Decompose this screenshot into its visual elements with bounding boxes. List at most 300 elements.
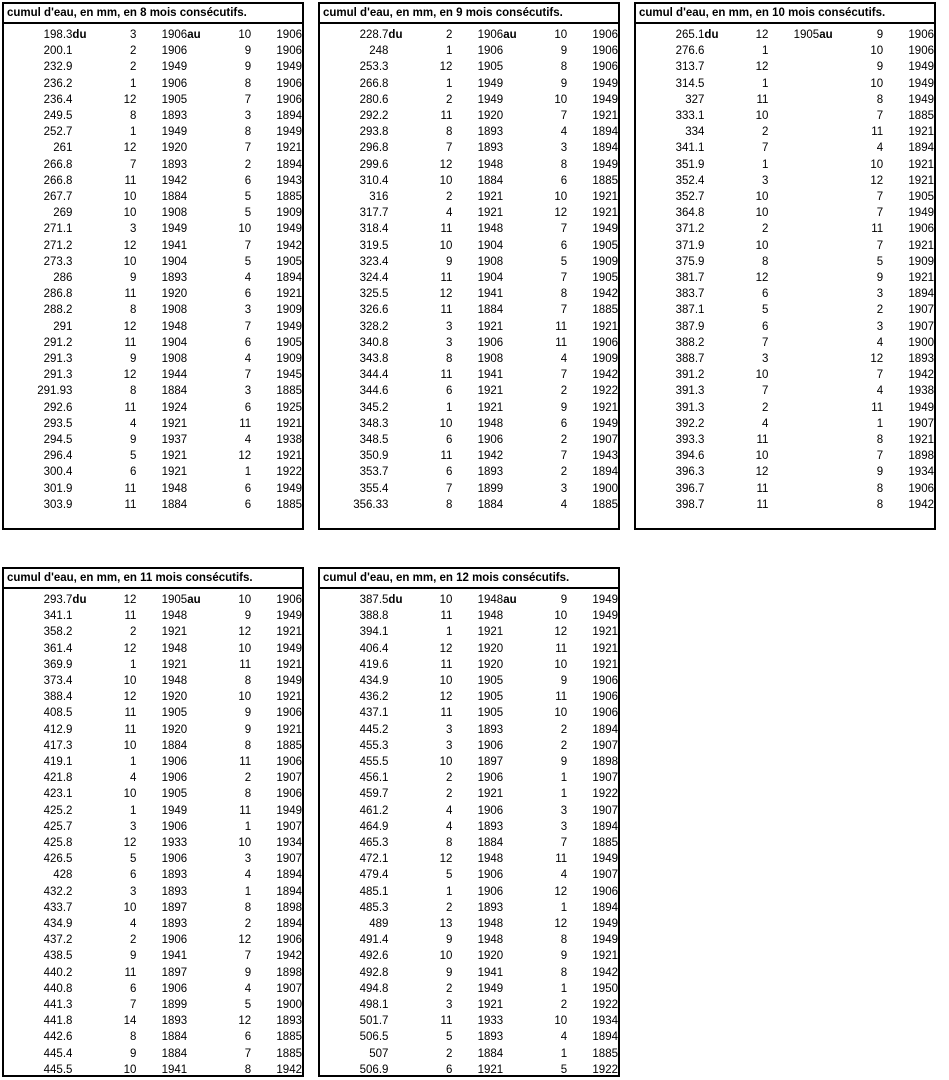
- end-month: 5: [876, 255, 884, 268]
- start-year: 1905: [477, 691, 504, 704]
- start-month: 2: [762, 401, 769, 414]
- au-label: au: [503, 29, 517, 41]
- au-label: [503, 124, 536, 140]
- du-label: [388, 221, 421, 237]
- end-month: 7: [876, 191, 884, 204]
- du-label: [388, 722, 421, 738]
- end-year: 1894: [276, 110, 302, 123]
- start-month: 11: [124, 610, 137, 623]
- du-label: [388, 786, 421, 802]
- start-month: 11: [440, 450, 453, 463]
- start-year: 1906: [477, 336, 504, 349]
- end-year: 1906: [908, 45, 934, 58]
- start-month: 7: [762, 385, 769, 398]
- au-label: [503, 1013, 536, 1029]
- cumul-value: 433.7: [43, 901, 73, 914]
- end-month: 8: [244, 788, 252, 801]
- start-year: 1904: [477, 239, 504, 252]
- du-label: [704, 189, 737, 205]
- au-label: [503, 335, 536, 351]
- start-year: [768, 286, 819, 302]
- du-label: [72, 335, 105, 351]
- du-label: [704, 205, 737, 221]
- end-month: 7: [876, 239, 884, 252]
- table-row: [4, 592, 302, 608]
- end-month: 1: [560, 788, 568, 801]
- table-title-8-mois: cumul d'eau, en mm, en 8 mois consécutifs.: [4, 4, 302, 24]
- start-month: 8: [446, 126, 453, 139]
- table-row: [4, 1046, 302, 1062]
- table-row: [4, 221, 302, 237]
- cumul-value: 391.3: [675, 401, 705, 414]
- cumul-value: 391.3: [675, 385, 705, 398]
- end-month: 7: [560, 450, 568, 463]
- start-month: 2: [762, 223, 769, 236]
- start-month: 12: [123, 369, 137, 382]
- table-row: [4, 59, 302, 75]
- cumul-value: 398.7: [675, 498, 705, 511]
- cumul-value: 333.1: [675, 110, 705, 123]
- start-year: 1906: [161, 934, 188, 947]
- data-table-11-mois: [4, 592, 302, 1078]
- end-year: 1949: [908, 207, 934, 220]
- table-row: [636, 27, 934, 43]
- au-label: [503, 624, 536, 640]
- start-month: 14: [123, 1015, 137, 1028]
- cumul-value: 352.7: [675, 191, 705, 204]
- cumul-value: 319.5: [359, 239, 389, 252]
- au-label: [503, 900, 536, 916]
- cumul-value: 291.93: [37, 385, 73, 398]
- du-label: [704, 173, 737, 189]
- table-row: [636, 367, 934, 383]
- start-year: 1893: [161, 110, 188, 123]
- end-year: 1909: [276, 207, 302, 220]
- start-year: 1906: [161, 29, 188, 41]
- table-row: [4, 981, 302, 997]
- end-month: 5: [244, 999, 252, 1012]
- end-month: 9: [560, 756, 568, 769]
- table-block-8-mois: [2, 2, 304, 530]
- start-month: 6: [130, 982, 137, 995]
- du-label: [388, 1029, 421, 1045]
- start-year: 1924: [161, 401, 188, 414]
- end-year: 1893: [276, 1015, 302, 1028]
- du-label: [72, 92, 105, 108]
- cumul-value: 280.6: [359, 93, 389, 106]
- end-month: 2: [560, 466, 568, 479]
- du-label: [72, 448, 105, 464]
- end-year: 1885: [592, 304, 618, 317]
- cumul-value: 198.3: [43, 29, 73, 41]
- cumul-value: 442.6: [43, 1031, 73, 1044]
- au-label: [187, 189, 220, 205]
- au-label: [503, 786, 536, 802]
- start-month: 11: [124, 482, 137, 495]
- start-month: 6: [762, 288, 769, 301]
- cumul-value: 300.4: [43, 466, 73, 479]
- start-year: 1944: [161, 369, 188, 382]
- start-year: [768, 43, 819, 59]
- cumul-value: 438.5: [43, 950, 73, 963]
- du-label: [72, 851, 105, 867]
- end-year: 1900: [276, 999, 302, 1012]
- start-month: 2: [446, 901, 453, 914]
- cumul-value: 267.7: [43, 191, 73, 204]
- end-month: 12: [238, 1015, 252, 1028]
- du-label: [388, 965, 421, 981]
- start-month: 12: [439, 61, 453, 74]
- cumul-value: 455.3: [359, 739, 389, 752]
- au-label: [187, 997, 220, 1013]
- end-year: 1906: [908, 482, 934, 495]
- cumul-value: 396.3: [675, 466, 705, 479]
- du-label: [72, 270, 105, 286]
- end-month: 2: [244, 772, 252, 785]
- start-month: 11: [756, 482, 769, 495]
- cumul-value: 252.7: [43, 126, 73, 139]
- cumul-value: 340.8: [359, 336, 389, 349]
- table-row: [320, 900, 618, 916]
- start-year: 1908: [477, 255, 504, 268]
- au-label: [819, 432, 852, 448]
- au-label: [503, 851, 536, 867]
- du-label: [72, 689, 105, 705]
- start-month: 11: [440, 610, 453, 623]
- du-label: [704, 335, 737, 351]
- au-label: [187, 221, 220, 237]
- cumul-value: 441.3: [43, 999, 73, 1012]
- end-month: 4: [560, 1031, 568, 1044]
- au-label: [503, 367, 536, 383]
- cumul-value: 459.7: [359, 788, 389, 801]
- cumul-value: 292.6: [43, 401, 73, 414]
- end-year: 1894: [276, 158, 302, 171]
- table-row: [4, 689, 302, 705]
- table-row: [320, 932, 618, 948]
- au-label: [503, 932, 536, 948]
- cumul-value: 248: [369, 45, 389, 58]
- start-year: 1884: [161, 191, 188, 204]
- table-row: [4, 608, 302, 624]
- start-year: 1897: [161, 901, 188, 914]
- table-row: [320, 92, 618, 108]
- du-label: [72, 965, 105, 981]
- start-month: 4: [446, 804, 453, 817]
- table-body-8-mois: [4, 24, 302, 515]
- cumul-value: 293.8: [359, 126, 389, 139]
- table-row: [320, 254, 618, 270]
- end-month: 4: [244, 272, 252, 285]
- au-label: [187, 835, 220, 851]
- du-label: [72, 786, 105, 802]
- cumul-value: 498.1: [359, 999, 389, 1012]
- start-month: 7: [762, 142, 769, 155]
- end-year: 1921: [592, 207, 618, 220]
- table-row: [320, 319, 618, 335]
- start-year: 1884: [161, 1047, 188, 1060]
- end-month: 4: [876, 142, 884, 155]
- cumul-value: 266.8: [43, 174, 73, 187]
- au-label: [819, 497, 852, 513]
- start-year: 1921: [477, 1063, 504, 1076]
- start-year: 1905: [477, 675, 504, 688]
- cumul-value: 479.4: [359, 869, 389, 882]
- start-month: 2: [130, 934, 137, 947]
- cumul-value: 388.2: [675, 336, 705, 349]
- start-year: 1906: [161, 77, 188, 90]
- start-month: 12: [123, 691, 137, 704]
- du-label: [72, 884, 105, 900]
- table-row: [636, 335, 934, 351]
- table-row: [320, 689, 618, 705]
- au-label: [503, 722, 536, 738]
- end-month: 8: [244, 901, 252, 914]
- cumul-value: 506.9: [359, 1063, 389, 1076]
- end-month: 8: [560, 61, 568, 74]
- start-month: 11: [756, 498, 769, 511]
- start-month: 3: [762, 353, 769, 366]
- au-label: [819, 205, 852, 221]
- end-year: 1885: [276, 1031, 302, 1044]
- start-year: 1905: [161, 594, 188, 606]
- start-month: 11: [756, 93, 769, 106]
- table-row: [4, 432, 302, 448]
- cumul-value: 232.9: [43, 61, 73, 74]
- table-title-10-mois: cumul d'eau, en mm, en 10 mois consécutifs.: [636, 4, 934, 24]
- cumul-value: 266.8: [359, 77, 389, 90]
- au-label: [503, 916, 536, 932]
- au-label: [187, 1062, 220, 1078]
- end-year: 1921: [908, 272, 934, 285]
- table-row: [4, 205, 302, 221]
- table-row: [320, 221, 618, 237]
- start-month: 10: [755, 450, 769, 463]
- au-label: [187, 432, 220, 448]
- start-year: [768, 383, 819, 399]
- au-label: [187, 770, 220, 786]
- au-label: [187, 705, 220, 721]
- table-row: [320, 173, 618, 189]
- au-label: [503, 1062, 536, 1078]
- cumul-value: 343.8: [359, 353, 389, 366]
- start-year: 1933: [477, 1015, 504, 1028]
- end-month: 10: [238, 223, 252, 236]
- start-month: 10: [439, 756, 453, 769]
- end-month: 7: [244, 1047, 252, 1060]
- start-month: 4: [762, 417, 769, 430]
- end-year: 1898: [908, 450, 934, 463]
- end-year: 1885: [908, 110, 934, 123]
- end-year: 1921: [276, 658, 302, 671]
- end-month: 3: [244, 385, 252, 398]
- start-month: 1: [446, 45, 453, 58]
- start-month: 11: [124, 966, 137, 979]
- start-month: 3: [130, 885, 137, 898]
- table-row: [4, 189, 302, 205]
- start-month: 12: [123, 93, 137, 106]
- start-month: 11: [440, 658, 453, 671]
- end-year: 1938: [908, 385, 934, 398]
- start-month: 4: [446, 207, 453, 220]
- table-row: [636, 270, 934, 286]
- du-label: [72, 238, 105, 254]
- cumul-value: 461.2: [359, 804, 389, 817]
- start-month: 10: [755, 110, 769, 123]
- table-row: [320, 819, 618, 835]
- start-month: 12: [755, 466, 769, 479]
- start-year: [768, 335, 819, 351]
- cumul-value: 445.5: [43, 1063, 73, 1076]
- start-year: 1908: [477, 353, 504, 366]
- start-year: 1893: [477, 466, 504, 479]
- table-row: [320, 803, 618, 819]
- du-label: [72, 319, 105, 335]
- end-month: 7: [244, 239, 252, 252]
- end-year: 1949: [908, 93, 934, 106]
- end-year: 1906: [276, 594, 302, 606]
- end-month: 7: [876, 450, 884, 463]
- end-month: 3: [876, 320, 884, 333]
- du-label: du: [72, 594, 87, 606]
- table-row: [636, 464, 934, 480]
- start-month: 12: [755, 61, 769, 74]
- du-label: [72, 124, 105, 140]
- cumul-value: 383.7: [675, 288, 705, 301]
- cumul-value: 200.1: [43, 45, 73, 58]
- cumul-value: 253.3: [359, 61, 389, 74]
- au-label: [187, 76, 220, 92]
- end-year: 1921: [908, 434, 934, 447]
- end-year: 1894: [592, 142, 618, 155]
- end-month: 4: [560, 126, 568, 139]
- au-label: [503, 738, 536, 754]
- end-month: 4: [244, 434, 252, 447]
- end-year: 1885: [276, 385, 302, 398]
- end-month: 7: [560, 223, 568, 236]
- start-month: 10: [439, 594, 453, 606]
- start-month: 12: [755, 29, 769, 41]
- du-label: [704, 157, 737, 173]
- start-year: [768, 254, 819, 270]
- table-row: [4, 124, 302, 140]
- du-label: [388, 673, 421, 689]
- end-year: 1907: [276, 772, 302, 785]
- end-year: 1921: [592, 950, 618, 963]
- du-label: [72, 254, 105, 270]
- end-month: 6: [244, 1031, 252, 1044]
- start-month: 2: [130, 45, 137, 58]
- start-month: 12: [123, 642, 137, 655]
- table-row: [4, 400, 302, 416]
- table-row: [636, 302, 934, 318]
- du-label: [388, 497, 421, 513]
- start-year: 1948: [477, 158, 504, 171]
- start-month: 11: [124, 723, 137, 736]
- au-label: [503, 705, 536, 721]
- start-year: 1906: [161, 756, 188, 769]
- end-month: 9: [876, 61, 884, 74]
- cumul-value: 273.3: [43, 255, 73, 268]
- end-month: 6: [244, 401, 252, 414]
- table-row: [4, 948, 302, 964]
- au-label: [503, 238, 536, 254]
- cumul-value: 316: [369, 191, 389, 204]
- table-row: [636, 221, 934, 237]
- start-year: [768, 108, 819, 124]
- au-label: au: [503, 594, 517, 606]
- start-year: 1921: [161, 658, 188, 671]
- au-label: [187, 270, 220, 286]
- cumul-value: 388.8: [359, 610, 389, 623]
- au-label: [503, 286, 536, 302]
- end-month: 3: [560, 804, 568, 817]
- du-label: [388, 867, 421, 883]
- cumul-value: 371.9: [675, 239, 705, 252]
- du-label: du: [72, 29, 87, 41]
- start-month: 8: [446, 498, 453, 511]
- end-month: 9: [560, 45, 568, 58]
- start-month: 12: [123, 320, 137, 333]
- table-row: [4, 803, 302, 819]
- du-label: [704, 286, 737, 302]
- cumul-value: 472.1: [359, 853, 389, 866]
- cumul-value: 381.7: [675, 272, 705, 285]
- du-label: [388, 43, 421, 59]
- cumul-value: 293.7: [43, 594, 73, 606]
- end-year: 1898: [592, 756, 618, 769]
- start-year: 1949: [161, 126, 188, 139]
- au-label: [819, 221, 852, 237]
- end-month: 8: [244, 675, 252, 688]
- cumul-value: 313.7: [675, 61, 705, 74]
- end-month: 10: [554, 610, 568, 623]
- end-year: 1921: [592, 191, 618, 204]
- end-year: 1906: [276, 788, 302, 801]
- end-year: 1894: [592, 820, 618, 833]
- start-month: 2: [446, 788, 453, 801]
- table-block-12-mois: [318, 567, 620, 1077]
- start-year: 1948: [161, 320, 188, 333]
- end-year: 1934: [592, 1015, 618, 1028]
- table-row: [4, 722, 302, 738]
- au-label: [503, 497, 536, 513]
- end-month: 2: [244, 918, 252, 931]
- start-month: 9: [130, 353, 137, 366]
- data-table-8-mois: [4, 27, 302, 513]
- du-label: [388, 770, 421, 786]
- du-label: [72, 803, 105, 819]
- cumul-value: 501.7: [359, 1015, 389, 1028]
- au-label: [819, 270, 852, 286]
- start-month: 5: [446, 869, 453, 882]
- cumul-value: 491.4: [359, 934, 389, 947]
- start-year: [768, 124, 819, 140]
- start-month: 6: [446, 434, 453, 447]
- au-label: [187, 754, 220, 770]
- au-label: [503, 205, 536, 221]
- du-label: [72, 867, 105, 883]
- end-month: 11: [555, 642, 568, 655]
- end-month: 9: [244, 61, 252, 74]
- start-year: 1906: [477, 29, 504, 41]
- start-year: 1941: [477, 288, 504, 301]
- du-label: [388, 997, 421, 1013]
- table-row: [636, 59, 934, 75]
- start-year: 1904: [161, 336, 188, 349]
- start-month: 5: [130, 450, 137, 463]
- table-row: [4, 900, 302, 916]
